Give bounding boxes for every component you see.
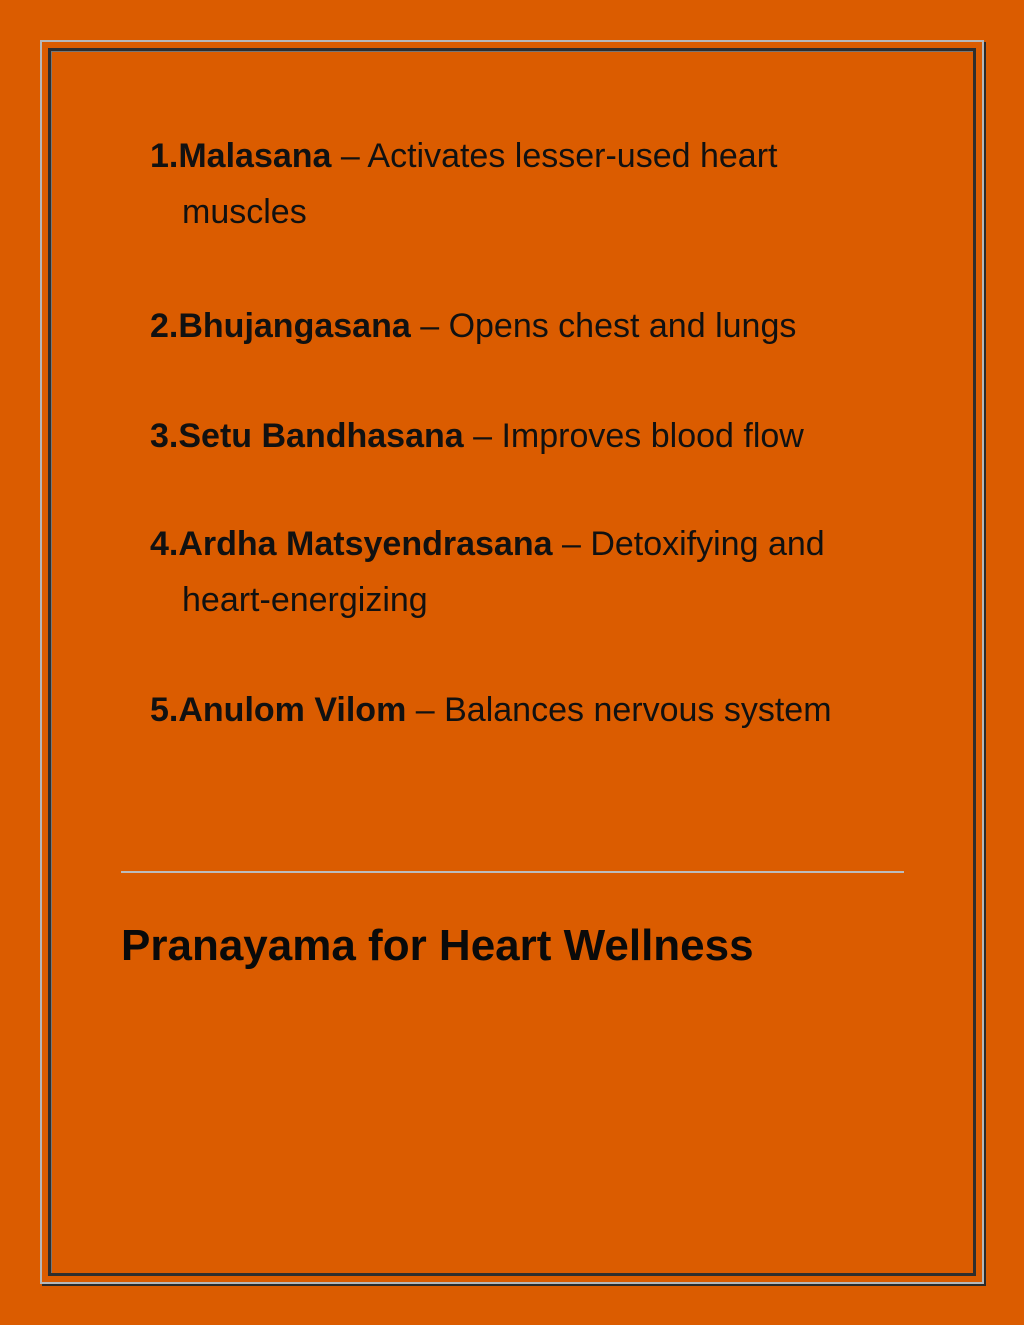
list-item-number: 3. [150, 417, 179, 455]
yoga-pose-list [150, 128, 910, 738]
list-item-title: Bhujangasana [178, 307, 411, 345]
list-item-title: Malasana [178, 137, 332, 175]
list-item-number: 2. [150, 307, 179, 345]
list-item-number: 4. [150, 525, 179, 563]
list-item-ardha-matsyendrasana [150, 516, 910, 628]
list-item-title: Ardha Matsyendrasana [178, 525, 553, 563]
list-item-setu-bandhasana [150, 408, 910, 464]
section-heading: Pranayama for Heart Wellness [121, 921, 754, 970]
list-item-separator: – [410, 307, 449, 345]
list-item-description: Activates lesser-used heart muscles [182, 137, 778, 231]
list-item-description: Improves blood flow [501, 417, 804, 455]
list-item-bhujangasana [150, 298, 910, 354]
list-item-malasana [150, 128, 910, 240]
list-item-title: Anulom Vilom [178, 691, 407, 729]
list-item-description: Detoxifying and heart-energizing [182, 525, 825, 619]
list-item-separator: – [331, 137, 368, 175]
section-divider [121, 871, 904, 873]
list-item-title: Setu Bandhasana [178, 417, 464, 455]
list-item-separator: – [406, 691, 445, 729]
list-item-separator: – [463, 417, 502, 455]
list-item-number: 5. [150, 691, 179, 729]
list-item-anulom-vilom [150, 682, 910, 738]
list-item-description: Opens chest and lungs [448, 307, 797, 345]
list-item-description: Balances nervous system [444, 691, 832, 729]
list-item-separator: – [552, 525, 591, 563]
list-item-number: 1. [150, 137, 179, 175]
